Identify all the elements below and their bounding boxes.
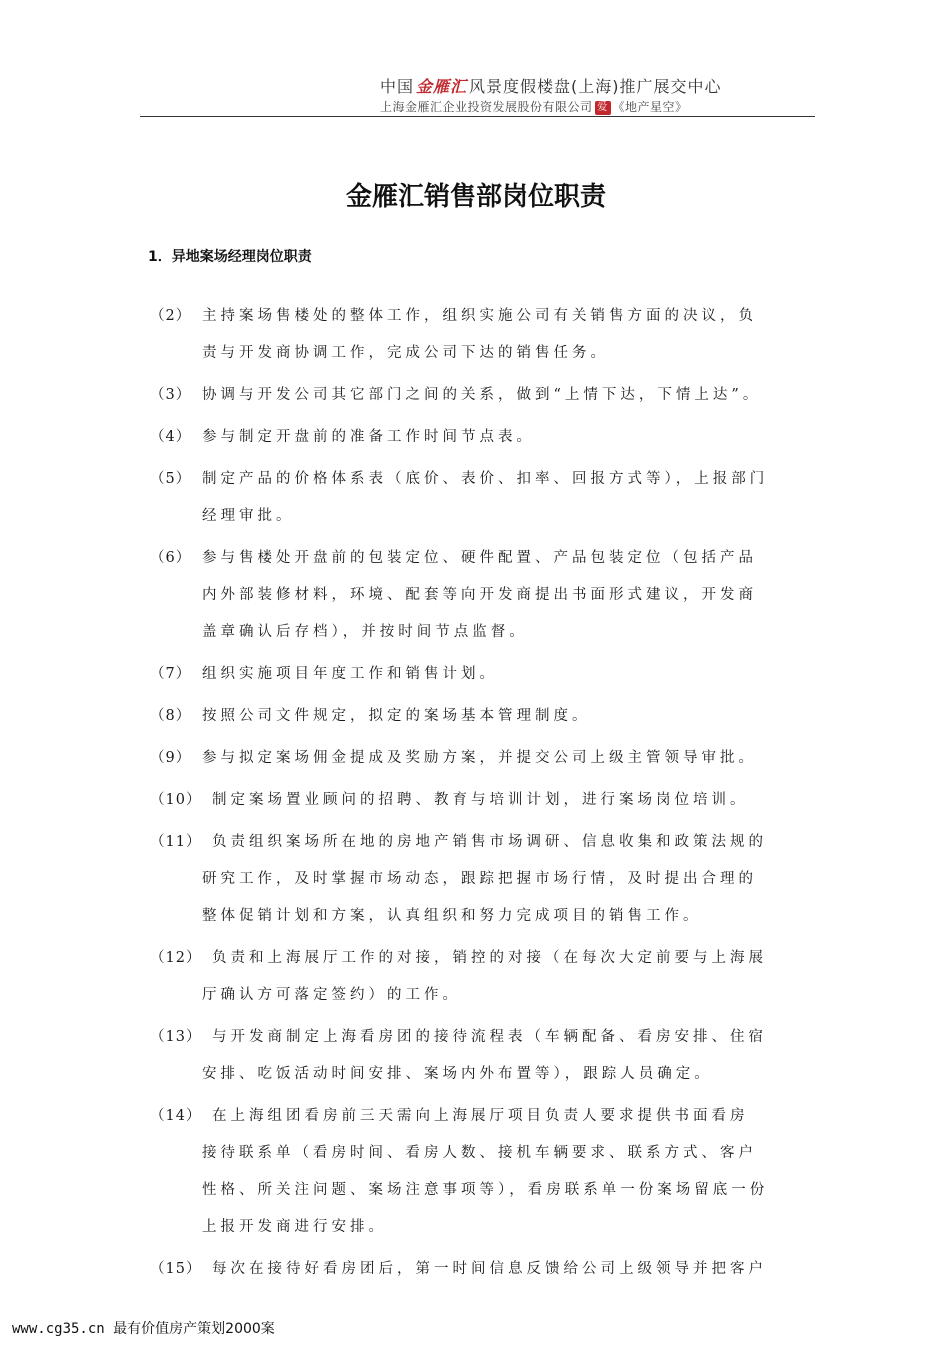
duty-item-number: （8） [150,708,192,724]
duty-item-number: （4） [150,429,192,445]
duty-item-line: 制定案场置业顾问的招聘、教育与培训计划，进行案场岗位培训。 [212,792,749,808]
duty-item-line: 安排、吃饭活动时间安排、案场内外布置等），跟踪人员确定。 [202,1066,713,1082]
footer-url: www.cg35.cn [12,1321,105,1337]
duty-item-text [202,298,810,372]
duty-item-number: （2） [150,308,192,324]
duty-item-line: 上报开发商进行安排。 [202,1219,387,1235]
duty-item-line: 经理审批。 [202,508,295,524]
duty-item [150,1251,810,1288]
section-heading: 1．异地案场经理岗位职责 [148,249,312,265]
duty-item-line: 按照公司文件规定，拟定的案场基本管理制度。 [202,708,591,724]
header-company-line [380,74,722,97]
duty-item-text [202,740,810,777]
duty-item-line: 组织实施项目年度工作和销售计划。 [202,666,498,682]
page-footer [12,1318,275,1338]
footer-text: 最有价值房产策划2000案 [113,1321,275,1337]
duty-item-number: （6） [150,550,192,566]
duty-item-text [202,377,810,414]
duty-item [150,1098,810,1246]
duty-item-line: 盖章确认后存档），并按时间节点监督。 [202,624,528,640]
duty-item-number: （10） [150,792,202,808]
duty-item-number: （13） [150,1029,202,1045]
duty-item [150,419,810,456]
duty-list [150,298,810,1293]
duty-item-line: 每次在接待好看房团后，第一时间信息反馈给公司上级领导并把客户 [212,1261,767,1277]
duty-item [150,377,810,414]
duty-item [150,782,810,819]
duty-item-text [202,656,810,693]
duty-item-line: 整体促销计划和方案，认真组织和努力完成项目的销售工作。 [202,908,702,924]
page-header [140,68,815,118]
duty-item-text [202,1098,810,1246]
duty-item-line: 研究工作，及时掌握市场动态，跟踪把握市场行情，及时提出合理的 [202,871,757,887]
header-divider [140,116,815,117]
duty-item [150,940,810,1014]
duty-item-line: 负责和上海展厅工作的对接，销控的对接（在每次大定前要与上海展 [212,950,767,966]
duty-item-line: 负责组织案场所在地的房地产销售市场调研、信息收集和政策法规的 [212,834,767,850]
duty-item-line: 内外部装修材料，环境、配套等向开发商提出书面形式建议，开发商 [202,587,757,603]
duty-item-number: （3） [150,387,192,403]
duty-item-text [202,419,810,456]
duty-item-line: 接待联系单（看房时间、看房人数、接机车辆要求、联系方式、客户 [202,1145,757,1161]
duty-item-text [202,1019,810,1093]
duty-item [150,540,810,651]
duty-item-text [202,461,810,535]
header-subline [380,98,688,115]
duty-item [150,698,810,735]
duty-item-line: 参与制定开盘前的准备工作时间节点表。 [202,429,535,445]
duty-item-line: 参与售楼处开盘前的包装定位、硬件配置、产品包装定位（包括产品 [202,550,757,566]
duty-item [150,298,810,372]
duty-item [150,656,810,693]
duty-item-number: （9） [150,750,192,766]
duty-item-text [202,698,810,735]
duty-item-text [212,1251,810,1288]
seal-icon: 爱 [595,101,611,115]
duty-item-line: 厅确认方可落定签约）的工作。 [202,987,461,1003]
duty-item-line: 制定产品的价格体系表（底价、表价、扣率、回报方式等），上报部门 [202,471,769,487]
brand-logo: 金雁汇 [416,77,468,96]
duty-item-number: （7） [150,666,192,682]
duty-item-line: 协调与开发公司其它部门之间的关系，做到“上情下达，下情上达”。 [202,387,762,403]
duty-item-number: （11） [150,834,202,850]
duty-item-text [202,940,810,1014]
duty-item-number: （12） [150,950,202,966]
header-company-name: 上海金雁汇企业投资发展股份有限公司 [380,100,593,114]
duty-item-text [202,824,810,935]
duty-item [150,461,810,535]
duty-item-line: 与开发商制定上海看房团的接待流程表（车辆配备、看房安排、住宿 [212,1029,767,1045]
duty-item-line: 参与拟定案场佣金提成及奖励方案，并提交公司上级主管领导审批。 [202,750,757,766]
duty-item-line: 在上海组团看房前三天需向上海展厅项目负责人要求提供书面看房 [212,1108,749,1124]
duty-item [150,824,810,935]
duty-item-number: （15） [150,1261,202,1277]
duty-item-line: 责与开发商协调工作，完成公司下达的销售任务。 [202,345,609,361]
header-magazine-name: 《地产星空》 [612,100,688,114]
duty-item-number: （14） [150,1108,202,1124]
duty-item [150,1019,810,1093]
duty-item-text [212,782,810,819]
document-title: 金雁汇销售部岗位职责 [345,182,606,212]
duty-item-text [202,540,810,651]
header-prefix: 中国 [380,77,415,96]
header-center-name: 风景度假楼盘(上海)推广展交中心 [469,77,722,96]
duty-item-number: （5） [150,471,192,487]
duty-item-line: 性格、所关注问题、案场注意事项等），看房联系单一份案场留底一份 [202,1182,769,1198]
duty-item-line: 主持案场售楼处的整体工作，组织实施公司有关销售方面的决议，负 [202,308,757,324]
duty-item [150,740,810,777]
